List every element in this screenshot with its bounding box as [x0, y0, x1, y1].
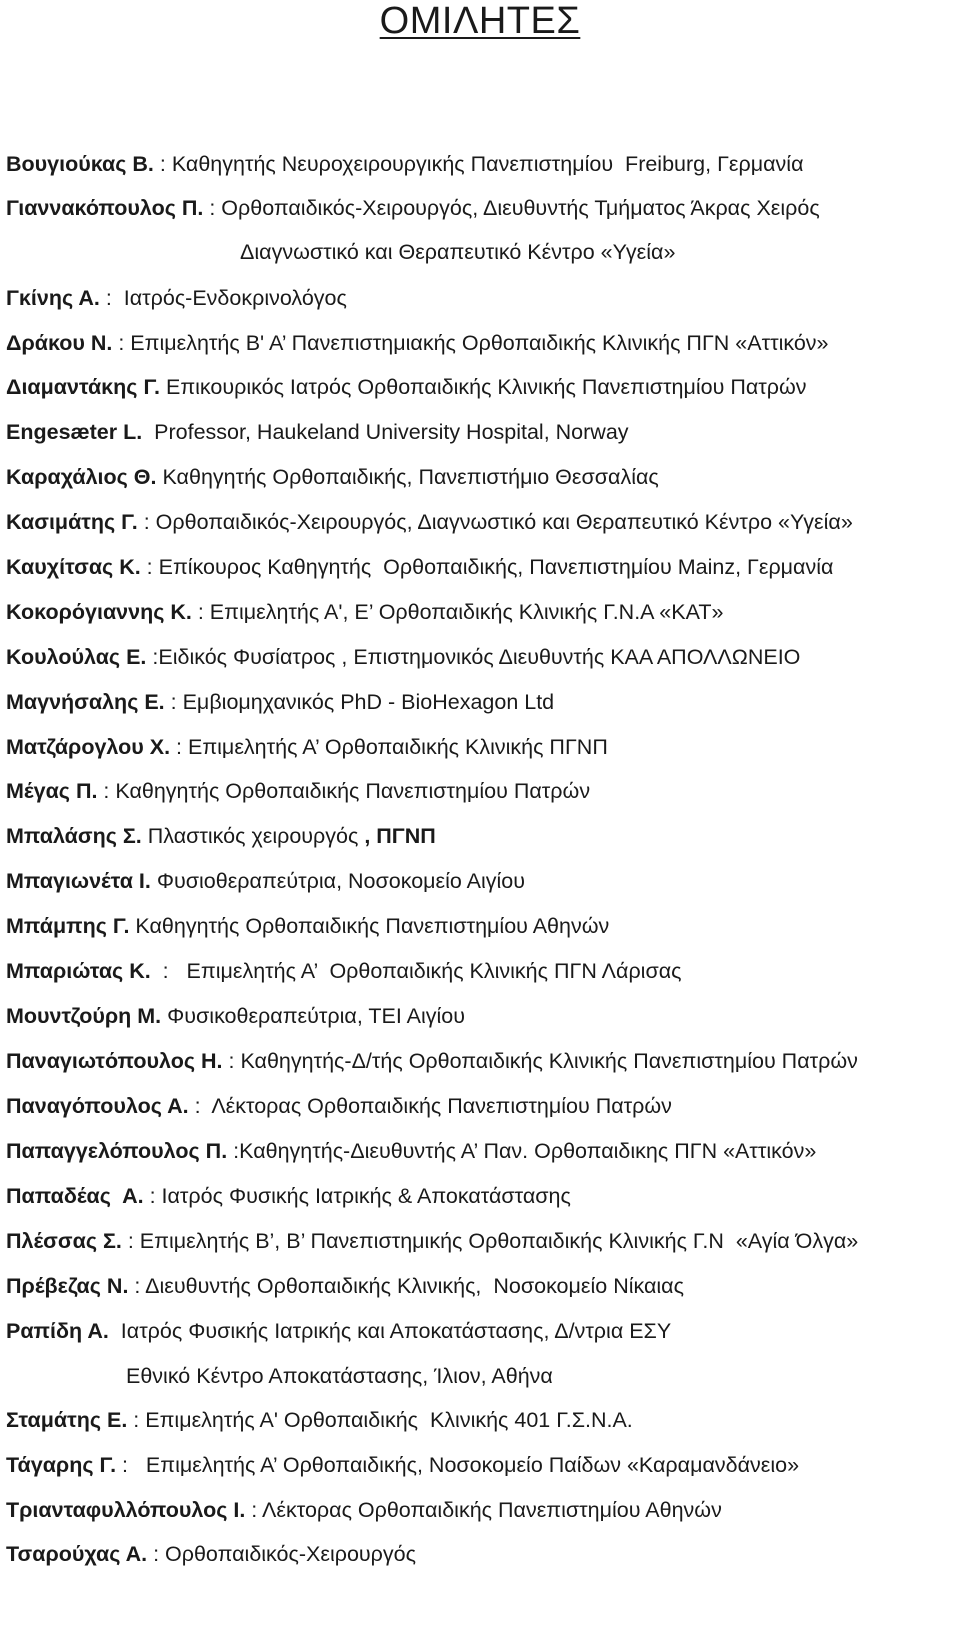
speaker-name: Τάγαρης Γ.: [6, 1453, 117, 1477]
speaker-name: Βουγιούκας Β.: [6, 152, 154, 176]
speaker-description: : Ιατρός-Ενδοκρινολόγος: [99, 286, 347, 310]
speaker-description: : Επιμελητής Α', Ε’ Ορθοπαιδικής Κλινικής Γ.Ν.Α «ΚΑΤ»: [191, 600, 724, 624]
speaker-row: [6, 1451, 799, 1479]
speaker-row: [6, 508, 853, 536]
speaker-description: : Ορθοπαιδικός-Χειρουργός: [147, 1542, 416, 1566]
speaker-name: Τριανταφυλλόπουλος Ι.: [6, 1498, 246, 1522]
speaker-name: Διαμαντάκης Γ.: [6, 375, 160, 399]
speaker-name: Ραπίδη Α.: [6, 1319, 109, 1343]
speaker-description: : Επιμελητής Α' Ορθοπαιδικής Κλινικής 401 Γ.Σ.Ν.Α.: [127, 1408, 633, 1432]
speaker-name: Παπαγγελόπουλος Π.: [6, 1139, 228, 1163]
speaker-name: Πλέσσας Σ.: [6, 1229, 122, 1253]
speaker-row: [6, 733, 608, 761]
speaker-name: Παναγόπουλος Α.: [6, 1094, 189, 1118]
speaker-row: [6, 598, 723, 626]
speaker-description: : Επίκουρος Καθηγητής Ορθοπαιδικής, Πανεπιστημίου Mainz, Γερμανία: [140, 555, 834, 579]
speaker-description: : Καθηγητής Νευροχειρουργικής Πανεπιστημίου Freiburg, Γερμανία: [153, 152, 804, 176]
speaker-affiliation-bold: , ΠΓΝΠ: [364, 824, 436, 848]
speaker-name: Μπάμπης Γ.: [6, 914, 130, 938]
speaker-name: Καραχάλιος Θ.: [6, 465, 157, 489]
speaker-row: [6, 150, 804, 178]
speaker-description: Εθνικό Κέντρο Αποκατάστασης, Ίλιον, Αθήνα: [126, 1364, 553, 1388]
speaker-name: Engesæter L.: [6, 420, 143, 444]
speaker-description: : Επιμελητής Α’ Ορθοπαιδικής Κλινικής ΠΓΝΠ: [170, 735, 608, 759]
speaker-name: Παπαδέας Α.: [6, 1184, 144, 1208]
speaker-description: Επικουρικός Ιατρός Ορθοπαιδικής Κλινικής Πανεπιστημίου Πατρών: [160, 375, 807, 399]
speaker-description: Πλαστικός χειρουργός: [141, 824, 365, 848]
speaker-description: : Ορθοπαιδικός-Χειρουργός, Διευθυντής Τμήματος Άκρας Χειρός: [203, 196, 820, 220]
speaker-row: [6, 822, 436, 850]
speaker-row: [6, 418, 629, 446]
speaker-description: : Επιμελητής Β' Α’ Πανεπιστημιακής Ορθοπαιδικής Κλινικής ΠΓΝ «Αττικόν»: [112, 331, 829, 355]
speaker-row: [6, 688, 554, 716]
speaker-description: : Καθηγητής Ορθοπαιδικής Πανεπιστημίου Πατρών: [97, 779, 591, 803]
speaker-description: : Εμβιομηχανικός PhD - BioHexagon Ltd: [164, 690, 555, 714]
speaker-row: [6, 1137, 816, 1165]
speaker-name: Μέγας Π.: [6, 779, 98, 803]
speaker-description: : Λέκτορας Ορθοπαιδικής Πανεπιστημίου Αθηνών: [245, 1498, 722, 1522]
speaker-row-continuation: [126, 1362, 553, 1390]
speaker-description: : Ιατρός Φυσικής Ιατρικής & Αποκατάστασης: [143, 1184, 571, 1208]
speaker-description: Φυσικοθεραπεύτρια, ΤΕΙ Αιγίου: [161, 1004, 465, 1028]
speaker-name: Γκίνης Α.: [6, 286, 100, 310]
speaker-name: Κουλούλας Ε.: [6, 645, 147, 669]
speaker-row: [6, 1540, 416, 1568]
speaker-name: Μπαγιωνέτα Ι.: [6, 869, 151, 893]
speaker-name: Μουντζούρη Μ.: [6, 1004, 162, 1028]
speaker-row: [6, 777, 590, 805]
speaker-name: Ματζάρογλου Χ.: [6, 735, 171, 759]
speaker-description: : Ορθοπαιδικός-Χειρουργός, Διαγνωστικό και Θεραπευτικό Κέντρο «Υγεία»: [137, 510, 853, 534]
speaker-row: [6, 284, 347, 312]
speaker-description: : Λέκτορας Ορθοπαιδικής Πανεπιστημίου Πατρών: [188, 1094, 672, 1118]
speaker-name: Κοκορόγιαννης Κ.: [6, 600, 192, 624]
speaker-name: Σταμάτης Ε.: [6, 1408, 128, 1432]
speaker-description: Professor, Haukeland University Hospital, Norway: [142, 420, 629, 444]
speaker-name: Μπαλάσης Σ.: [6, 824, 142, 848]
speaker-row: [6, 643, 800, 671]
speaker-row: [6, 1317, 671, 1345]
speaker-row: [6, 1182, 571, 1210]
speaker-description: : Επιμελητής Α’ Ορθοπαιδικής, Νοσοκομείο Παίδων «Καραμανδάνειο»: [116, 1453, 800, 1477]
speaker-row: [6, 1002, 465, 1030]
speaker-name: Πρέβεζας Ν.: [6, 1274, 129, 1298]
speaker-description: :Ειδικός Φυσίατρος , Επιστημονικός Διευθυντής ΚΑΑ ΑΠΟΛΛΩΝΕΙΟ: [146, 645, 801, 669]
speaker-name: Καυχίτσας Κ.: [6, 555, 141, 579]
speaker-row-continuation: [240, 238, 675, 266]
speaker-description: : Καθηγητής-Δ/τής Ορθοπαιδικής Κλινικής Πανεπιστημίου Πατρών: [222, 1049, 858, 1073]
speaker-name: Μπαριώτας Κ.: [6, 959, 151, 983]
speaker-row: [6, 194, 820, 222]
speaker-description: :Καθηγητής-Διευθυντής Α’ Παν. Ορθοπαιδικης ΠΓΝ «Αττικόν»: [227, 1139, 817, 1163]
speaker-row: [6, 373, 807, 401]
speaker-name: Μαγνήσαλης Ε.: [6, 690, 165, 714]
speaker-description: Καθηγητής Ορθοπαιδικής Πανεπιστημίου Αθηνών: [129, 914, 610, 938]
speaker-name: Τσαρούχας Α.: [6, 1542, 148, 1566]
speaker-name: Παναγιωτόπουλος Η.: [6, 1049, 223, 1073]
speaker-description: Ιατρός Φυσικής Ιατρικής και Αποκατάστασης, Δ/ντρια ΕΣΥ: [108, 1319, 672, 1343]
speaker-row: [6, 553, 833, 581]
speaker-name: Γιαννακόπουλος Π.: [6, 196, 204, 220]
speaker-row: [6, 957, 682, 985]
speaker-description: Διαγνωστικό και Θεραπευτικό Κέντρο «Υγεία»: [240, 240, 676, 264]
speaker-name: Δράκου Ν.: [6, 331, 113, 355]
speaker-name: Κασιμάτης Γ.: [6, 510, 138, 534]
page-title: ΟΜΙΛΗΤΕΣ: [379, 0, 581, 42]
speaker-row: [6, 1272, 684, 1300]
speaker-row: [6, 1092, 672, 1120]
speaker-row: [6, 912, 609, 940]
speaker-description: : Επιμελητής Β’, Β’ Πανεπιστημικής Ορθοπαιδικής Κλινικής Γ.Ν «Αγία Όλγα»: [121, 1229, 859, 1253]
speaker-row: [6, 1227, 858, 1255]
speaker-row: [6, 1406, 633, 1434]
speaker-description: Φυσιοθεραπεύτρια, Νοσοκομείο Αιγίου: [150, 869, 526, 893]
speaker-description: : Επιμελητής Α’ Ορθοπαιδικής Κλινικής ΠΓΝ Λάρισας: [150, 959, 682, 983]
speaker-row: [6, 867, 525, 895]
speaker-row: [6, 329, 829, 357]
speaker-row: [6, 1047, 858, 1075]
speaker-description: : Διευθυντής Ορθοπαιδικής Κλινικής, Νοσοκομείο Νίκαιας: [128, 1274, 684, 1298]
speaker-description: Καθηγητής Ορθοπαιδικής, Πανεπιστήμιο Θεσσαλίας: [156, 465, 659, 489]
speaker-row: [6, 463, 659, 491]
speaker-row: [6, 1496, 722, 1524]
